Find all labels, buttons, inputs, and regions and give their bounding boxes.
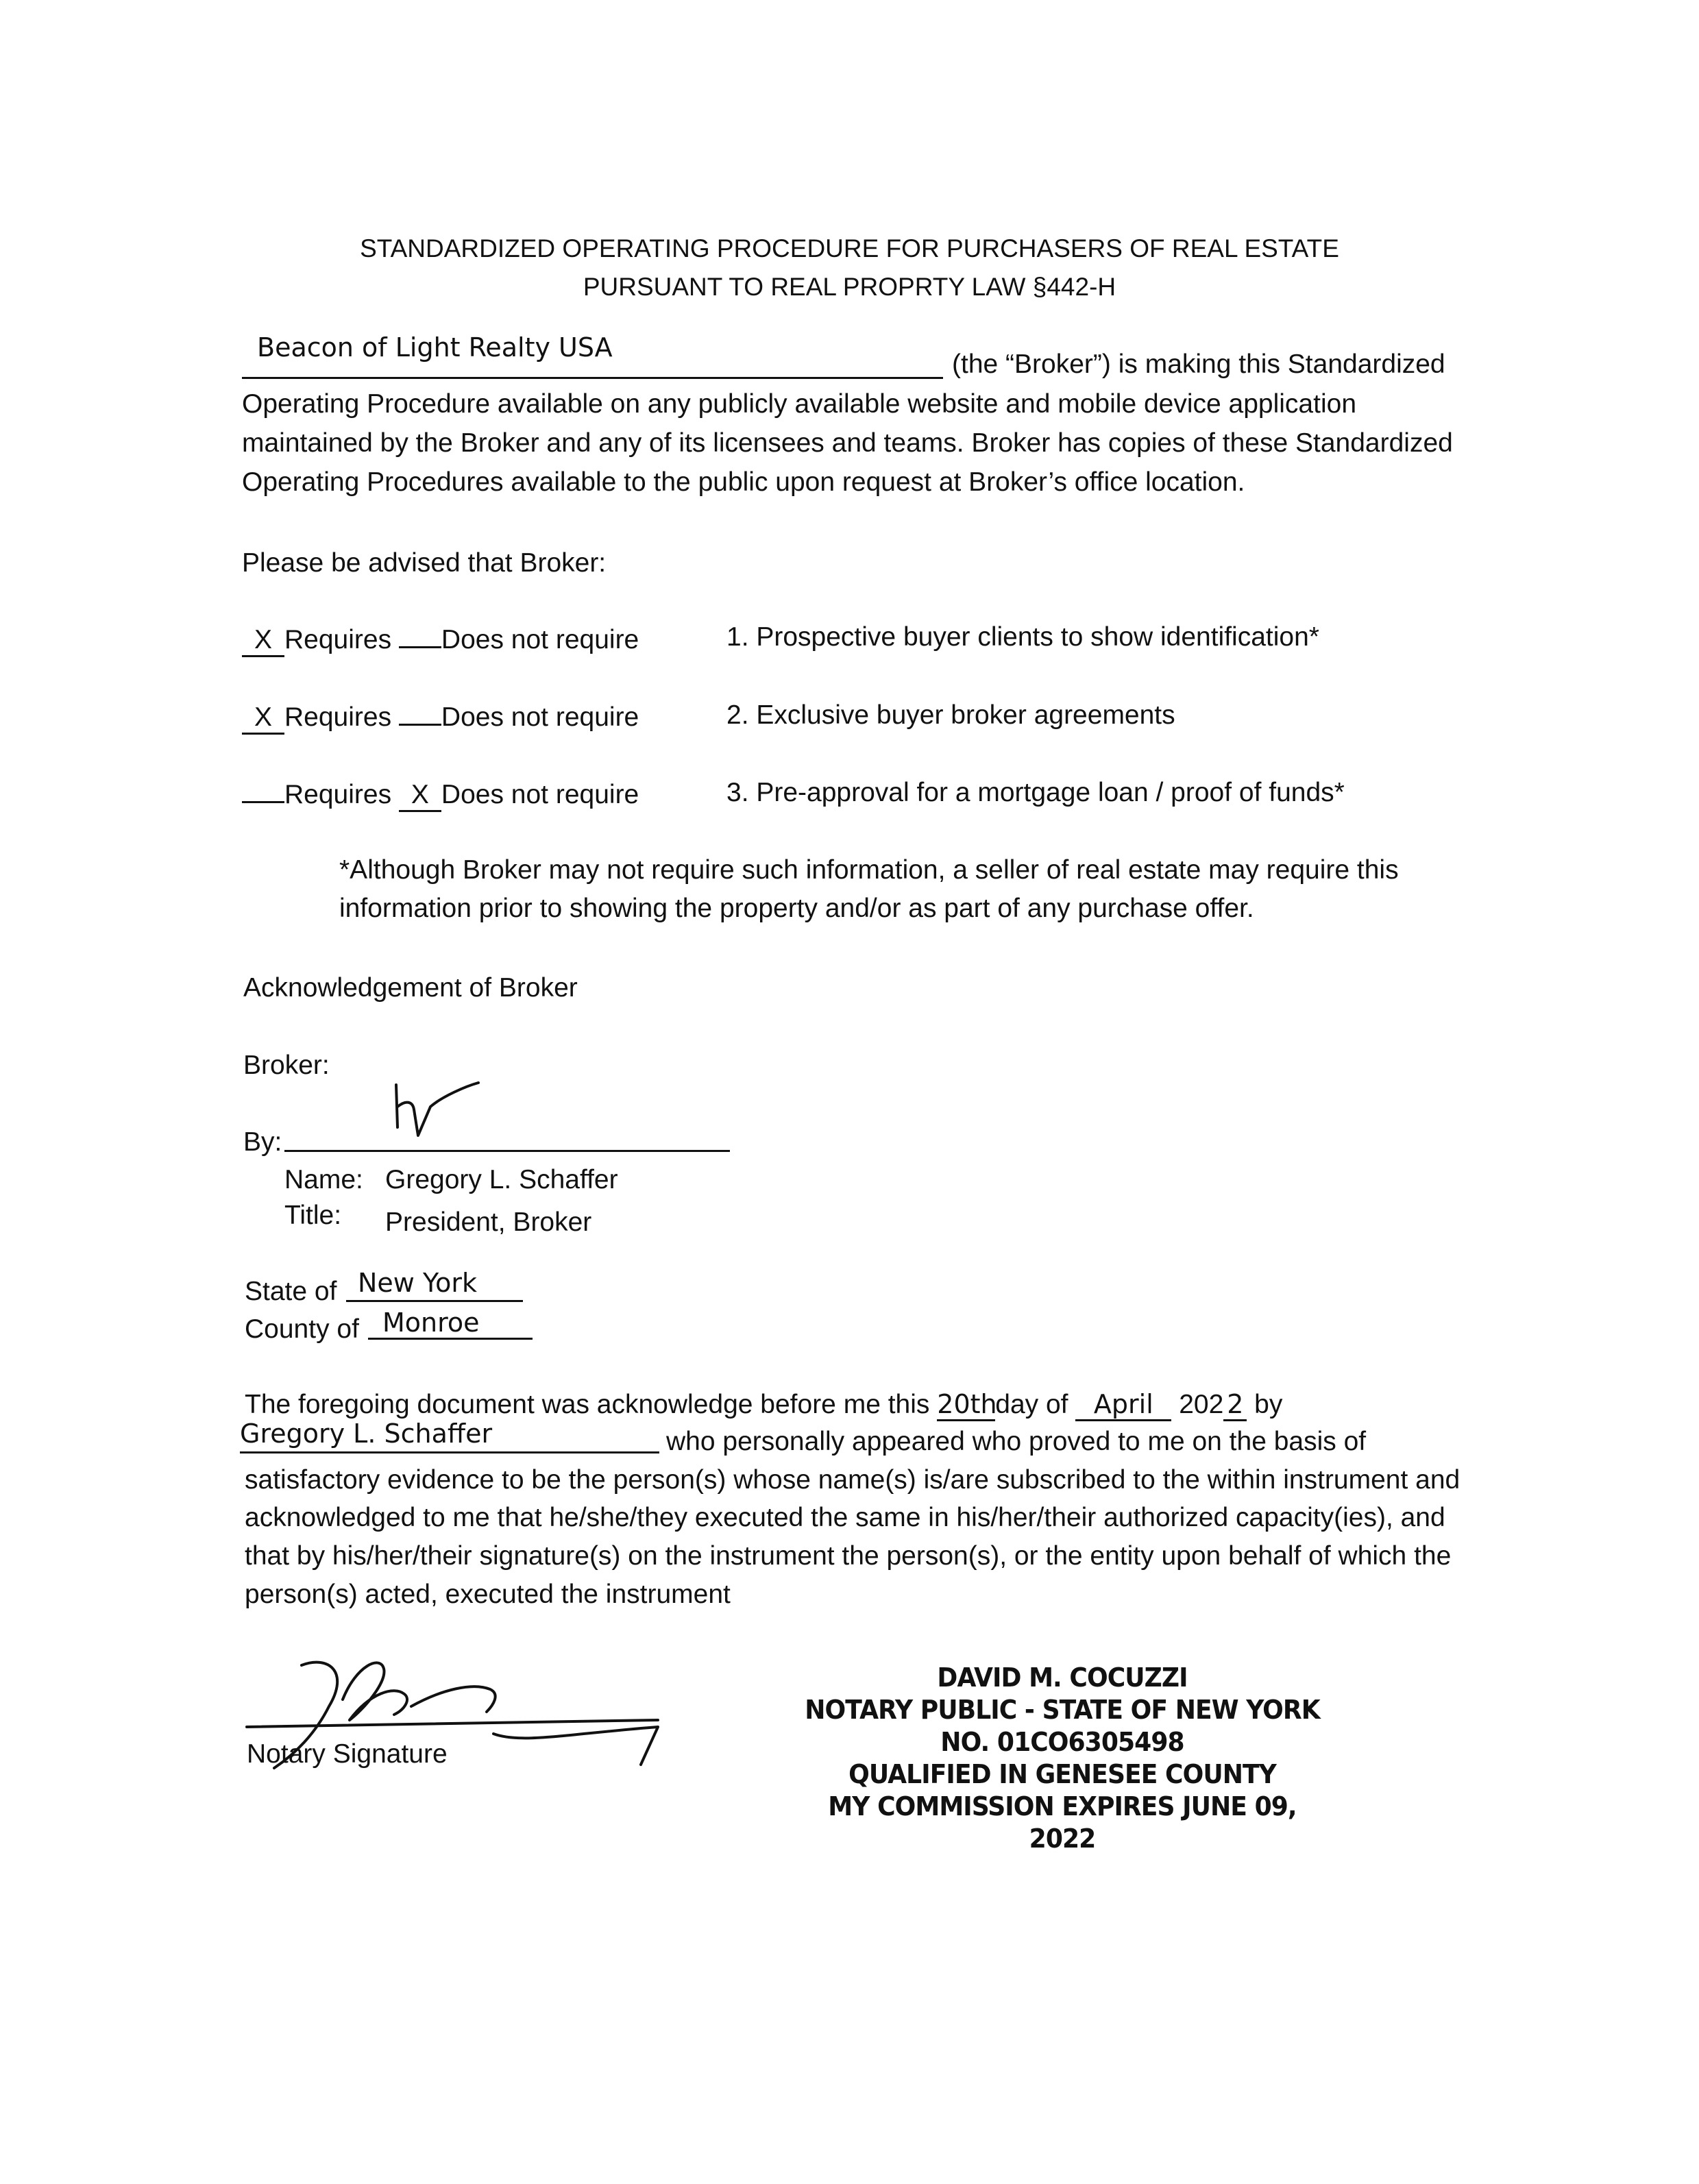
not-require-mark-2	[399, 724, 441, 726]
notary-line-1	[245, 1390, 1282, 1421]
title-value: President, Broker	[385, 1207, 592, 1237]
stamp-title: NOTARY PUBLIC - STATE OF NEW YORK	[805, 1695, 1320, 1725]
option-row-2	[242, 702, 639, 735]
notary-intro-text: The foregoing document was acknowledge before me this	[245, 1390, 930, 1419]
stamp-number: NO. 01CO6305498	[940, 1727, 1184, 1757]
notary-line-2: who personally appeared who proved to me on the basis of	[666, 1427, 1367, 1456]
option-item-2: 2. Exclusive buyer broker agreements	[726, 700, 1175, 730]
requires-label-3: Requires	[284, 780, 392, 809]
notary-day-of: day of	[995, 1390, 1068, 1419]
broker-label: Broker:	[243, 1051, 330, 1080]
option-item-1: 1. Prospective buyer clients to show identification*	[726, 622, 1319, 652]
notary-month-field: April	[1075, 1390, 1171, 1421]
name-label: Name:	[284, 1165, 363, 1194]
notary-signature-label: Notary Signature	[247, 1739, 448, 1769]
footnote-line-1: *Although Broker may not require such information, a seller of real estate may require this	[339, 855, 1399, 885]
document-title-line-2: PURSUANT TO REAL PROPRTY LAW §442-H	[583, 273, 1116, 301]
notary-line-6: person(s) acted, executed the instrument	[245, 1580, 731, 1609]
by-label: By:	[243, 1127, 282, 1157]
stamp-name: DAVID M. COCUZZI	[937, 1662, 1188, 1693]
notary-person-field: Gregory L. Schaffer	[240, 1419, 493, 1449]
requires-mark-3	[242, 801, 284, 803]
broker-signature	[391, 1079, 487, 1148]
notary-line-5: that by his/her/their signature(s) on the instrument the person(s), or the entity upon behalf of which the	[245, 1541, 1452, 1571]
footnote-line-2: information prior to showing the property and/or as part of any purchase offer.	[339, 894, 1254, 923]
stamp-expiration: MY COMMISSION EXPIRES JUNE 09, 2022	[828, 1791, 1297, 1854]
county-value: Monroe	[382, 1308, 480, 1338]
notary-year-digit: 2	[1223, 1390, 1247, 1421]
county-underline	[368, 1338, 533, 1340]
intro-line-3: maintained by the Broker and any of its licensees and teams. Broker has copies of these Standardized	[242, 428, 1453, 458]
not-require-label-3: Does not require	[441, 780, 639, 809]
notary-line-3: satisfactory evidence to be the person(s) whose name(s) is/are subscribed to the within instrument and	[245, 1465, 1460, 1495]
notary-person-underline	[240, 1451, 659, 1453]
notary-by: by	[1254, 1390, 1283, 1419]
state-underline	[346, 1300, 523, 1302]
notary-day-field: 20th	[937, 1390, 995, 1421]
document-title-line-1: STANDARDIZED OPERATING PROCEDURE FOR PURCHASERS OF REAL ESTATE	[360, 234, 1339, 262]
stamp-county: QUALIFIED IN GENESEE COUNTY	[848, 1759, 1276, 1789]
broker-signature-line	[284, 1150, 730, 1152]
title-label: Title:	[284, 1201, 342, 1230]
name-value: Gregory L. Schaffer	[385, 1165, 618, 1194]
acknowledgement-heading: Acknowledgement of Broker	[243, 973, 578, 1003]
broker-name-underline	[242, 377, 943, 379]
advised-text: Please be advised that Broker:	[242, 548, 607, 578]
option-item-3: 3. Pre-approval for a mortgage loan / proof of funds*	[726, 778, 1345, 807]
option-row-3	[242, 780, 639, 812]
intro-line-2: Operating Procedure available on any publicly available website and mobile device application	[242, 389, 1357, 419]
county-label: County of	[245, 1314, 359, 1344]
notary-line-4: acknowledged to me that he/she/they executed the same in his/her/their authorized capacity(ies), and	[245, 1503, 1445, 1532]
requires-mark-1: X	[242, 626, 284, 657]
notary-year-prefix: 202	[1179, 1390, 1224, 1419]
option-row-1	[242, 625, 639, 657]
not-require-label-1: Does not require	[441, 625, 639, 654]
state-label: State of	[245, 1277, 337, 1306]
not-require-label-2: Does not require	[441, 702, 639, 732]
state-value: New York	[358, 1268, 478, 1298]
broker-name-field: Beacon of Light Realty USA	[257, 332, 613, 363]
not-require-mark-1	[399, 646, 441, 648]
not-require-mark-3: X	[399, 781, 441, 812]
requires-label-2: Requires	[284, 702, 392, 732]
intro-line-1: (the “Broker”) is making this Standardized	[952, 349, 1445, 379]
requires-label-1: Requires	[284, 625, 392, 654]
intro-line-4: Operating Procedures available to the public upon request at Broker’s office location.	[242, 467, 1245, 497]
requires-mark-2: X	[242, 703, 284, 735]
notary-stamp	[781, 1662, 1343, 1855]
